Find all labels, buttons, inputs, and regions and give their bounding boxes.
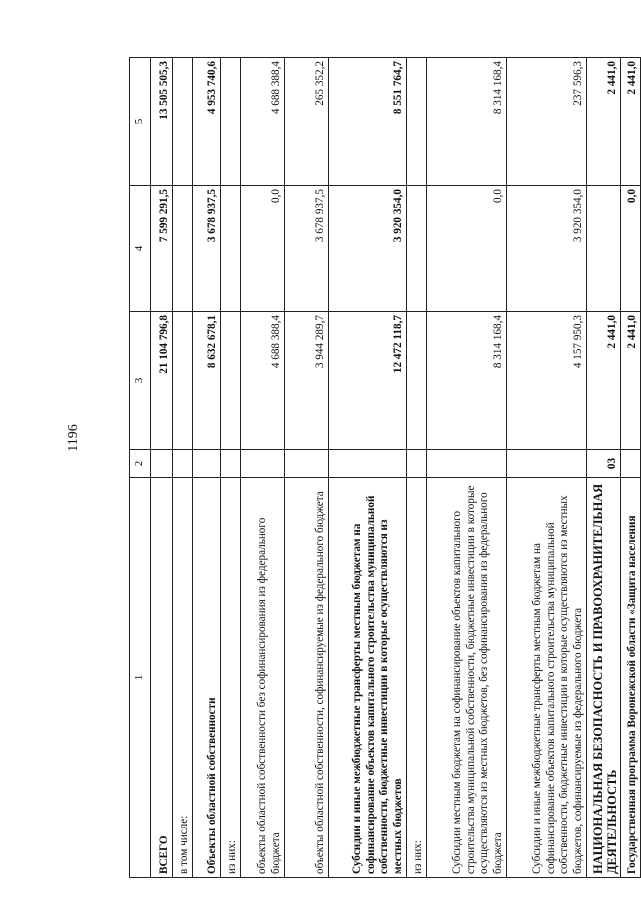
row-code [329,450,407,478]
row-value-3 [173,312,193,450]
table-row [329,58,407,878]
row-name: из них: [407,478,427,878]
row-code [193,450,221,478]
row-value-5: 8 314 168,4 [427,58,507,186]
row-value-3: 8 314 168,4 [427,312,507,450]
row-code [241,450,285,478]
rotated-table-wrapper [129,58,638,878]
row-value-3: 2 441,0 [621,312,641,450]
row-value-3: 4 688 388,4 [241,312,285,450]
page-number: 1196 [66,424,81,452]
table-row [193,58,221,878]
row-value-5: 2 441,0 [621,58,641,186]
table-row [621,58,641,878]
row-name: Субсидии и иные межбюджетные трансферты местным бюджетам на софинансирование объектов капитального строительства муниципальной собственности, бюджетные инвестиции в которые осуществляются из местных бюджетов, софинансируемые из федерального бюджета [507,478,587,878]
budget-table [129,57,641,878]
header-col-3: 3 [130,312,151,450]
header-col-5: 5 [130,58,151,186]
row-value-3: 2 441,0 [587,312,621,450]
table-header-row [130,58,151,878]
row-value-5 [407,58,427,186]
row-name: объекты областной собственности, софинансируемые из федерального бюджета [285,478,329,878]
row-value-4: 3 920 354,0 [329,186,407,312]
row-value-3 [407,312,427,450]
row-value-4: 3 920 354,0 [507,186,587,312]
row-code [407,450,427,478]
row-value-4: 3 678 937,5 [193,186,221,312]
row-value-4 [221,186,241,312]
row-value-5: 237 596,3 [507,58,587,186]
table-row [587,58,621,878]
row-name: Государственная программа Воронежской области «Защита населения [621,478,641,878]
row-code [285,450,329,478]
row-code [173,450,193,478]
table-row [407,58,427,878]
table-row [221,58,241,878]
row-value-3: 8 632 678,1 [193,312,221,450]
row-code [427,450,507,478]
table-row [427,58,507,878]
row-code [621,450,641,478]
row-name: объекты областной собственности без софинансирования из федерального бюджета [241,478,285,878]
row-name: из них: [221,478,241,878]
row-value-4: 0,0 [621,186,641,312]
row-code: 03 [587,450,621,478]
row-value-4: 0,0 [427,186,507,312]
row-name: Субсидии местным бюджетам на софинансирование объектов капитального строительства муниципальной собственности, бюджетные инвестиции в которые осуществляются из местных бюджетов, без софинансирования из федерального бюджета [427,478,507,878]
row-value-3: 21 104 796,8 [151,312,173,450]
row-code [151,450,173,478]
table-row [151,58,173,878]
row-value-4: 3 678 937,5 [285,186,329,312]
row-value-4: 7 599 291,5 [151,186,173,312]
row-value-5: 265 352,2 [285,58,329,186]
table-row [507,58,587,878]
row-value-5: 2 441,0 [587,58,621,186]
row-value-5: 13 505 505,3 [151,58,173,186]
table-row [285,58,329,878]
row-code [507,450,587,478]
row-value-4 [587,186,621,312]
row-value-3: 4 157 950,3 [507,312,587,450]
row-name: НАЦИОНАЛЬНАЯ БЕЗОПАСНОСТЬ И ПРАВООХРАНИТЕЛЬНАЯ ДЕЯТЕЛЬНОСТЬ [587,478,621,878]
row-value-5: 4 688 388,4 [241,58,285,186]
header-col-2: 2 [130,450,151,478]
row-value-4 [407,186,427,312]
header-col-4: 4 [130,186,151,312]
row-value-3 [221,312,241,450]
row-value-5 [173,58,193,186]
row-value-3: 12 472 118,7 [329,312,407,450]
table-row [241,58,285,878]
table-row [173,58,193,878]
rotated-table-inner [129,58,638,878]
row-name: Объекты областной собственности [193,478,221,878]
row-value-5: 8 551 764,7 [329,58,407,186]
row-value-3: 3 944 289,7 [285,312,329,450]
header-col-1: 1 [130,478,151,878]
row-value-4: 0,0 [241,186,285,312]
row-value-5 [221,58,241,186]
row-name: в том числе: [173,478,193,878]
row-name: Субсидии и иные межбюджетные трансферты местным бюджетам на софинансирование объектов капитального строительства муниципальной собственности, бюджетные инвестиции в которые осуществляются из местных бюджетов [329,478,407,878]
row-code [221,450,241,478]
row-value-4 [173,186,193,312]
row-value-5: 4 953 740,6 [193,58,221,186]
row-name: ВСЕГО [151,478,173,878]
